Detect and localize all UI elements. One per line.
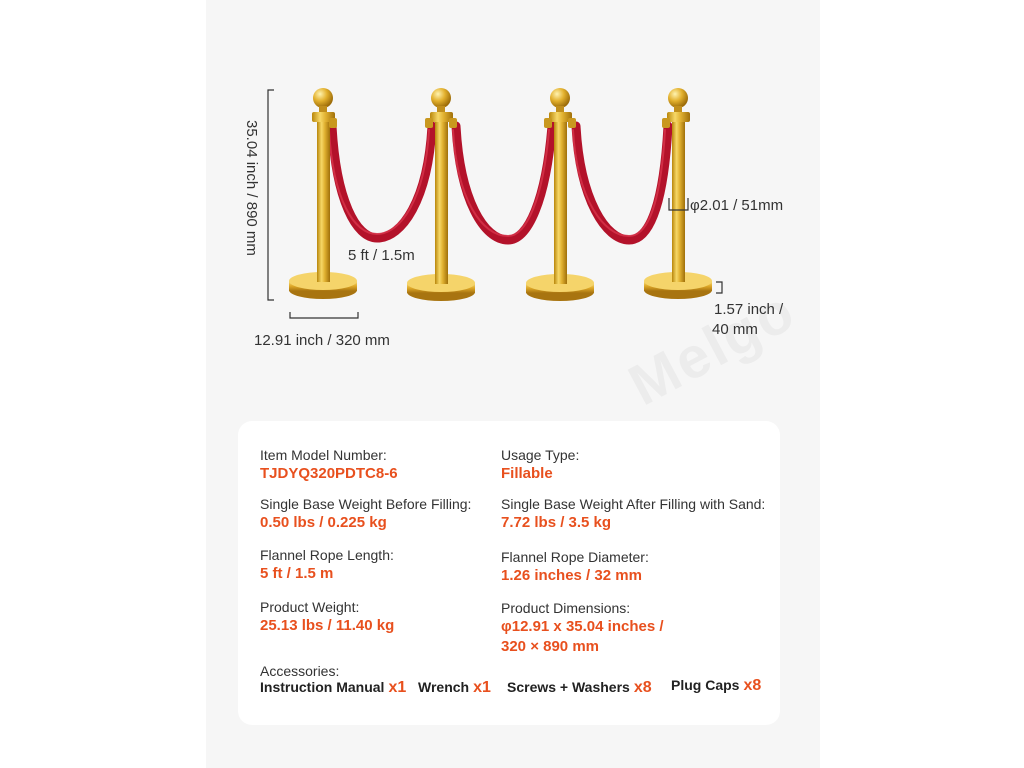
spec-product-dimensions (501, 599, 664, 657)
rope-highlights (329, 130, 665, 236)
accessories-title: Accessories: (260, 663, 340, 679)
velvet-ropes (332, 126, 668, 240)
rope-length-dimension-label: 5 ft / 1.5m (348, 247, 415, 264)
spec-label: Single Base Weight After Filling with Sand: (501, 496, 766, 512)
rope-2 (456, 126, 552, 240)
base-height-dimension-label-line1: 1.57 inch / (714, 301, 784, 318)
base-width-bracket (290, 312, 358, 318)
spec-value: 25.13 lbs / 11.40 kg (260, 617, 395, 634)
accessory-plug-caps (671, 677, 761, 695)
accessory-name: Instruction Manual (260, 679, 385, 695)
accessory-name: Wrench (418, 679, 470, 695)
accessory-name: Screws + Washers (507, 679, 630, 695)
spec-value: Fillable (501, 465, 553, 482)
spec-value: TJDYQ320PDTC8-6 (260, 465, 398, 482)
accessory-wrench (418, 679, 491, 697)
accessory-instruction-manual (260, 679, 406, 697)
specifications-card (238, 421, 780, 725)
spec-label: Flannel Rope Diameter: (501, 549, 649, 565)
spec-value: 0.50 lbs / 0.225 kg (260, 514, 387, 531)
spec-model (260, 446, 398, 484)
pole-diameter-dimension-label: φ2.01 / 51mm (690, 197, 784, 214)
height-bracket (268, 90, 274, 300)
spec-value: 5 ft / 1.5 m (260, 565, 334, 582)
spec-label: Flannel Rope Length: (260, 547, 394, 563)
spec-label: Item Model Number: (260, 447, 387, 463)
accessory-qty: x8 (633, 679, 652, 696)
spec-label: Product Dimensions: (501, 600, 631, 616)
height-dimension-label: 35.04 inch / 890 mm (243, 120, 260, 256)
spec-label: Product Weight: (260, 599, 360, 615)
spec-rope-length (260, 546, 394, 584)
rope-1 (332, 126, 432, 238)
accessory-qty: x1 (473, 679, 491, 696)
spec-value-line2: 320 × 890 mm (501, 638, 599, 655)
spec-product-weight (260, 598, 394, 636)
accessory-qty: x1 (388, 679, 407, 696)
accessory-screws-washers (507, 679, 652, 697)
base-height-dimension-label-line2: 40 mm (712, 321, 758, 338)
accessory-name: Plug Caps (671, 677, 740, 693)
base-height-bracket (716, 282, 722, 293)
spec-rope-diameter (501, 548, 649, 586)
spec-usage (501, 446, 579, 484)
spec-label: Usage Type: (501, 447, 580, 463)
spec-value: 7.72 lbs / 3.5 kg (501, 514, 612, 531)
spec-label: Single Base Weight Before Filling: (260, 496, 472, 512)
accessory-qty: x8 (743, 677, 762, 694)
base-diameter-dimension-label: 12.91 inch / 320 mm (254, 332, 390, 349)
spec-value-line1: φ12.91 x 35.04 inches / (501, 618, 664, 635)
stanchion-post-4 (644, 88, 712, 299)
spec-value: 1.26 inches / 32 mm (501, 567, 642, 584)
rope-3 (576, 126, 668, 240)
spec-weight-after (501, 495, 765, 533)
spec-weight-before (260, 495, 471, 533)
